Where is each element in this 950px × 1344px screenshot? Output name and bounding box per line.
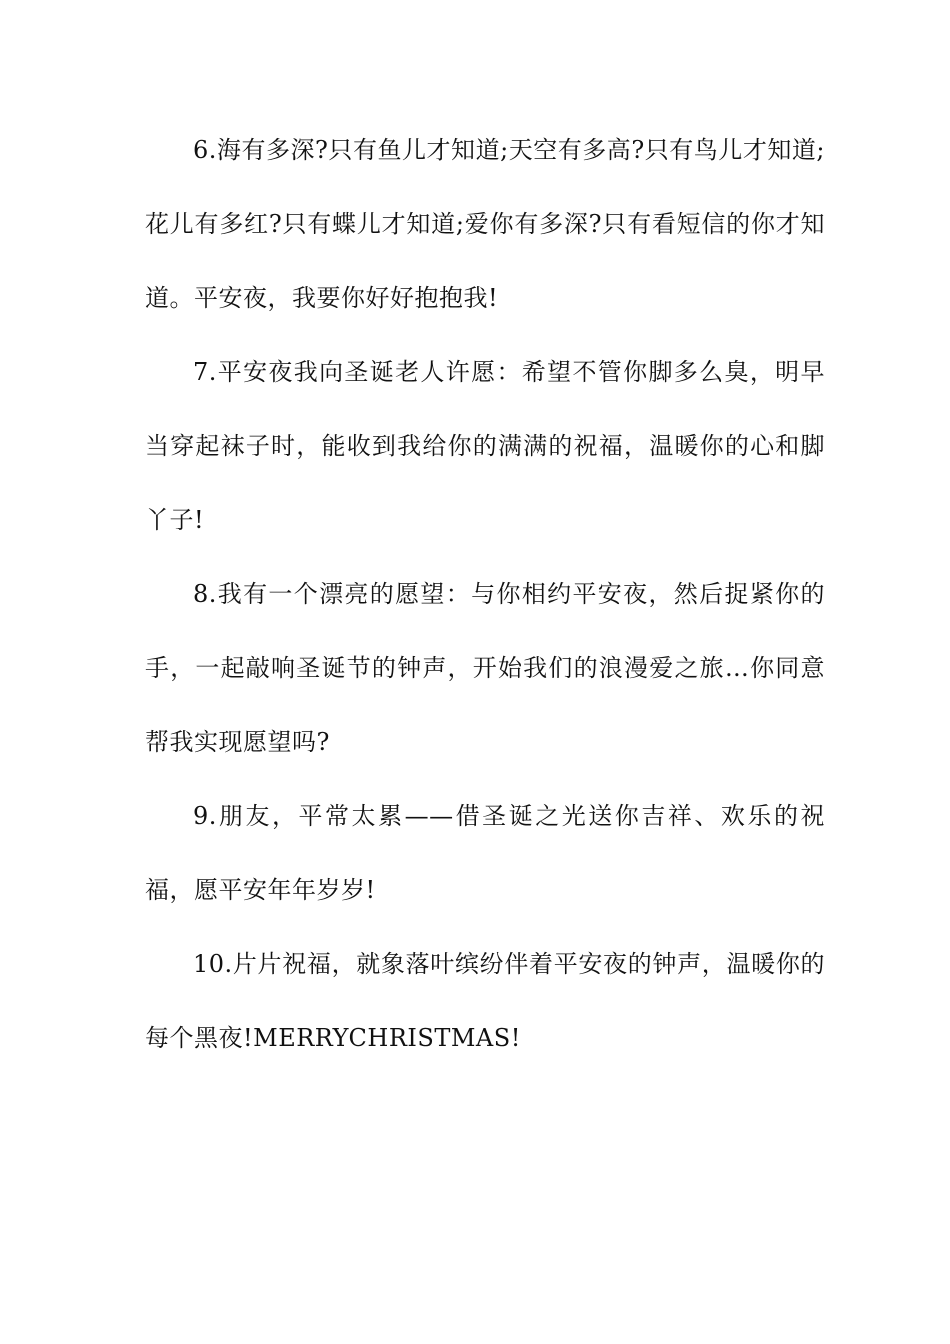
paragraph-6: 6.海有多深?只有鱼儿才知道;天空有多高?只有鸟儿才知道;花儿有多红?只有蝶儿才知道;爱你有多深?只有看短信的你才知道。平安夜，我要你好好抱抱我! [145,136,825,312]
document-body [145,113,825,1075]
paragraph-7: 7.平安夜我向圣诞老人许愿：希望不管你脚多么臭，明早当穿起袜子时，能收到我给你的满满的祝福，温暖你的心和脚丫子! [145,358,825,534]
paragraph-10: 10.片片祝福，就象落叶缤纷伴着平安夜的钟声，温暖你的每个黑夜!MERRYCHRISTMAS! [145,950,825,1052]
paragraph-9: 9.朋友，平常太累——借圣诞之光送你吉祥、欢乐的祝福，愿平安年年岁岁! [145,802,825,904]
paragraph-8: 8.我有一个漂亮的愿望：与你相约平安夜，然后捉紧你的手，一起敲响圣诞节的钟声，开始我们的浪漫爱之旅…你同意帮我实现愿望吗? [145,580,825,756]
